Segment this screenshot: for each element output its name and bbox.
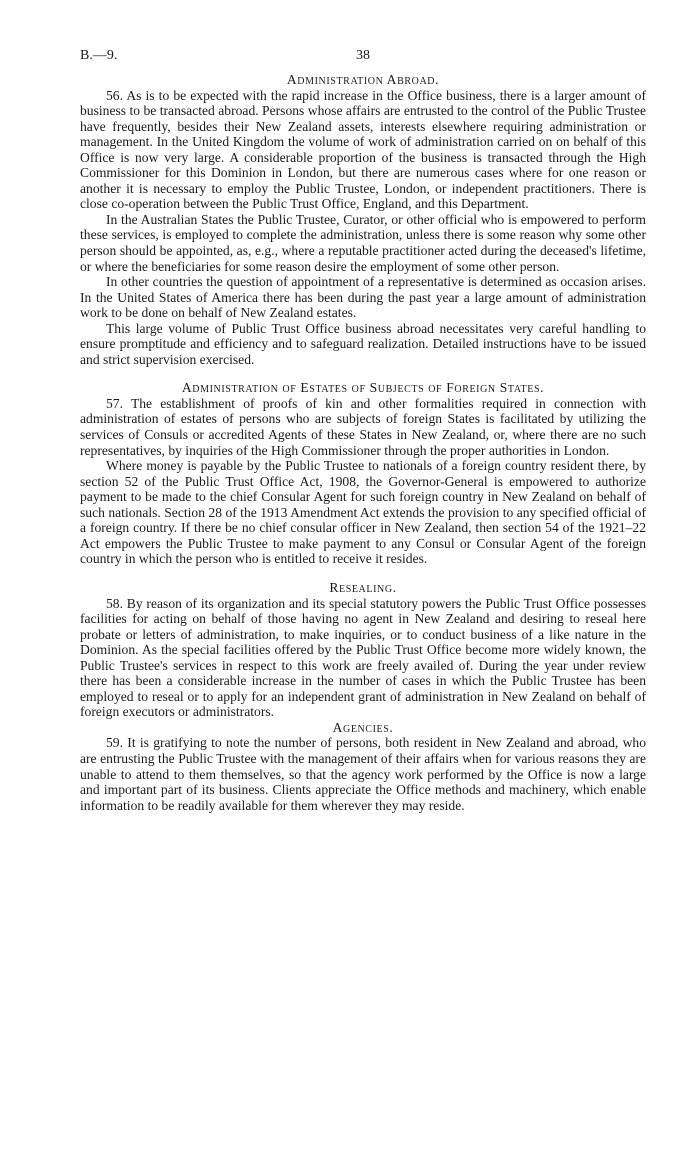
section-agencies (80, 720, 646, 813)
section-resealing (80, 580, 646, 720)
page-body (80, 72, 646, 813)
paragraph: In the Australian States the Public Trustee, Curator, or other official who is empowered to perform these services, is employed to complete the administration, unless there is some reason why some other person should be appointed, as, e.g., where a reputable practitioner acted during the deceased's lifetime, or where the beneficiaries for some reason desire the employment of some other person. (80, 211, 646, 274)
section-administration-abroad (80, 72, 646, 367)
section-heading: Agencies. (332, 719, 394, 735)
paragraph-58: 58. By reason of its organization and its special statutory powers the Public Trust Office possesses facilities for acting on behalf of those having no agent in New Zealand and desiring to reseal here probate or letters of administration, to make inquiries, or to conduct business of a like nature in the Dominion. As the special facilities offered by the Public Trust Office become more widely known, the Public Trustee's services in respect to this work are freely availed of. During the year under review there has been a considerable increase in the number of cases in which the Public Trustee has been employed to reseal or to apply for an independent grant of administration in New Zealand on behalf of foreign executors or administrators. (80, 595, 646, 720)
document-code: B.—9. (80, 48, 118, 63)
page-header (80, 48, 646, 66)
paragraph-56: 56. As is to be expected with the rapid increase in the Office business, there is a larger amount of business to be transacted abroad. Persons whose affairs are entrusted to the control of the Public Trustee have frequently, besides their New Zealand assets, interests elsewhere requiring administration or management. In the United Kingdom the volume of work of administration carried on on behalf of this Office is now very large. A considerable proportion of the business is transacted through the High Commissioner for this Dominion in London, but there are numerous cases where for one reason or another it is necessary to employ the Public Trustee, London, or independent practitioners. There is close co-operation between the Public Trust Office, England, and this Department. (80, 87, 646, 212)
paragraph: In other countries the question of appointment of a representative is determined as occasion arises. In the United States of America there has been during the past year a large amount of administration work to be done on behalf of New Zealand estates. (80, 274, 646, 321)
paragraph-59: 59. It is gratifying to note the number of persons, both resident in New Zealand and abroad, who are entrusting the Public Trustee with the management of their affairs when for various reasons they are unable to attend to them themselves, so that the agency work performed by the Office is now a large and important part of its business. Clients appreciate the Office methods and machinery, which enable information to be readily available for them wherever they may reside. (80, 735, 646, 813)
paragraph: Where money is payable by the Public Trustee to nationals of a foreign country resident there, by section 52 of the Public Trust Office Act, 1908, the Governor-General is empowered to authorize payment to be made to the chief Consular Agent for such foreign country in New Zealand on behalf of such nationals. Section 28 of the 1913 Amendment Act extends the provision to any specified official of a foreign country. If there be no chief consular officer in New Zealand, then section 54 of the 1921–22 Act empowers the Public Trustee to make payment to any Consul or Consular Agent of the foreign country in which the person who is entitled to receive it resides. (80, 458, 646, 567)
paragraph-57: 57. The establishment of proofs of kin and other formalities required in connection with administration of estates of persons who are subjects of foreign States is facilitated by utilizing the services of Consuls or accredited Agents of these States in New Zealand, or, where there are no such representatives, by inquiries of the High Commissioner through the proper authorities in London. (80, 395, 646, 458)
section-heading: Resealing. (329, 579, 397, 595)
section-foreign-states (80, 380, 646, 567)
paragraph: This large volume of Public Trust Office business abroad necessitates very careful handling to ensure promptitude and efficiency and to safeguard realization. Detailed instructions have to be issued and strict supervision exercised. (80, 320, 646, 367)
page-number: 38 (356, 48, 370, 63)
section-heading: Administration of Estates of Subjects of Foreign States. (181, 380, 545, 396)
section-heading: Administration Abroad. (286, 72, 440, 87)
